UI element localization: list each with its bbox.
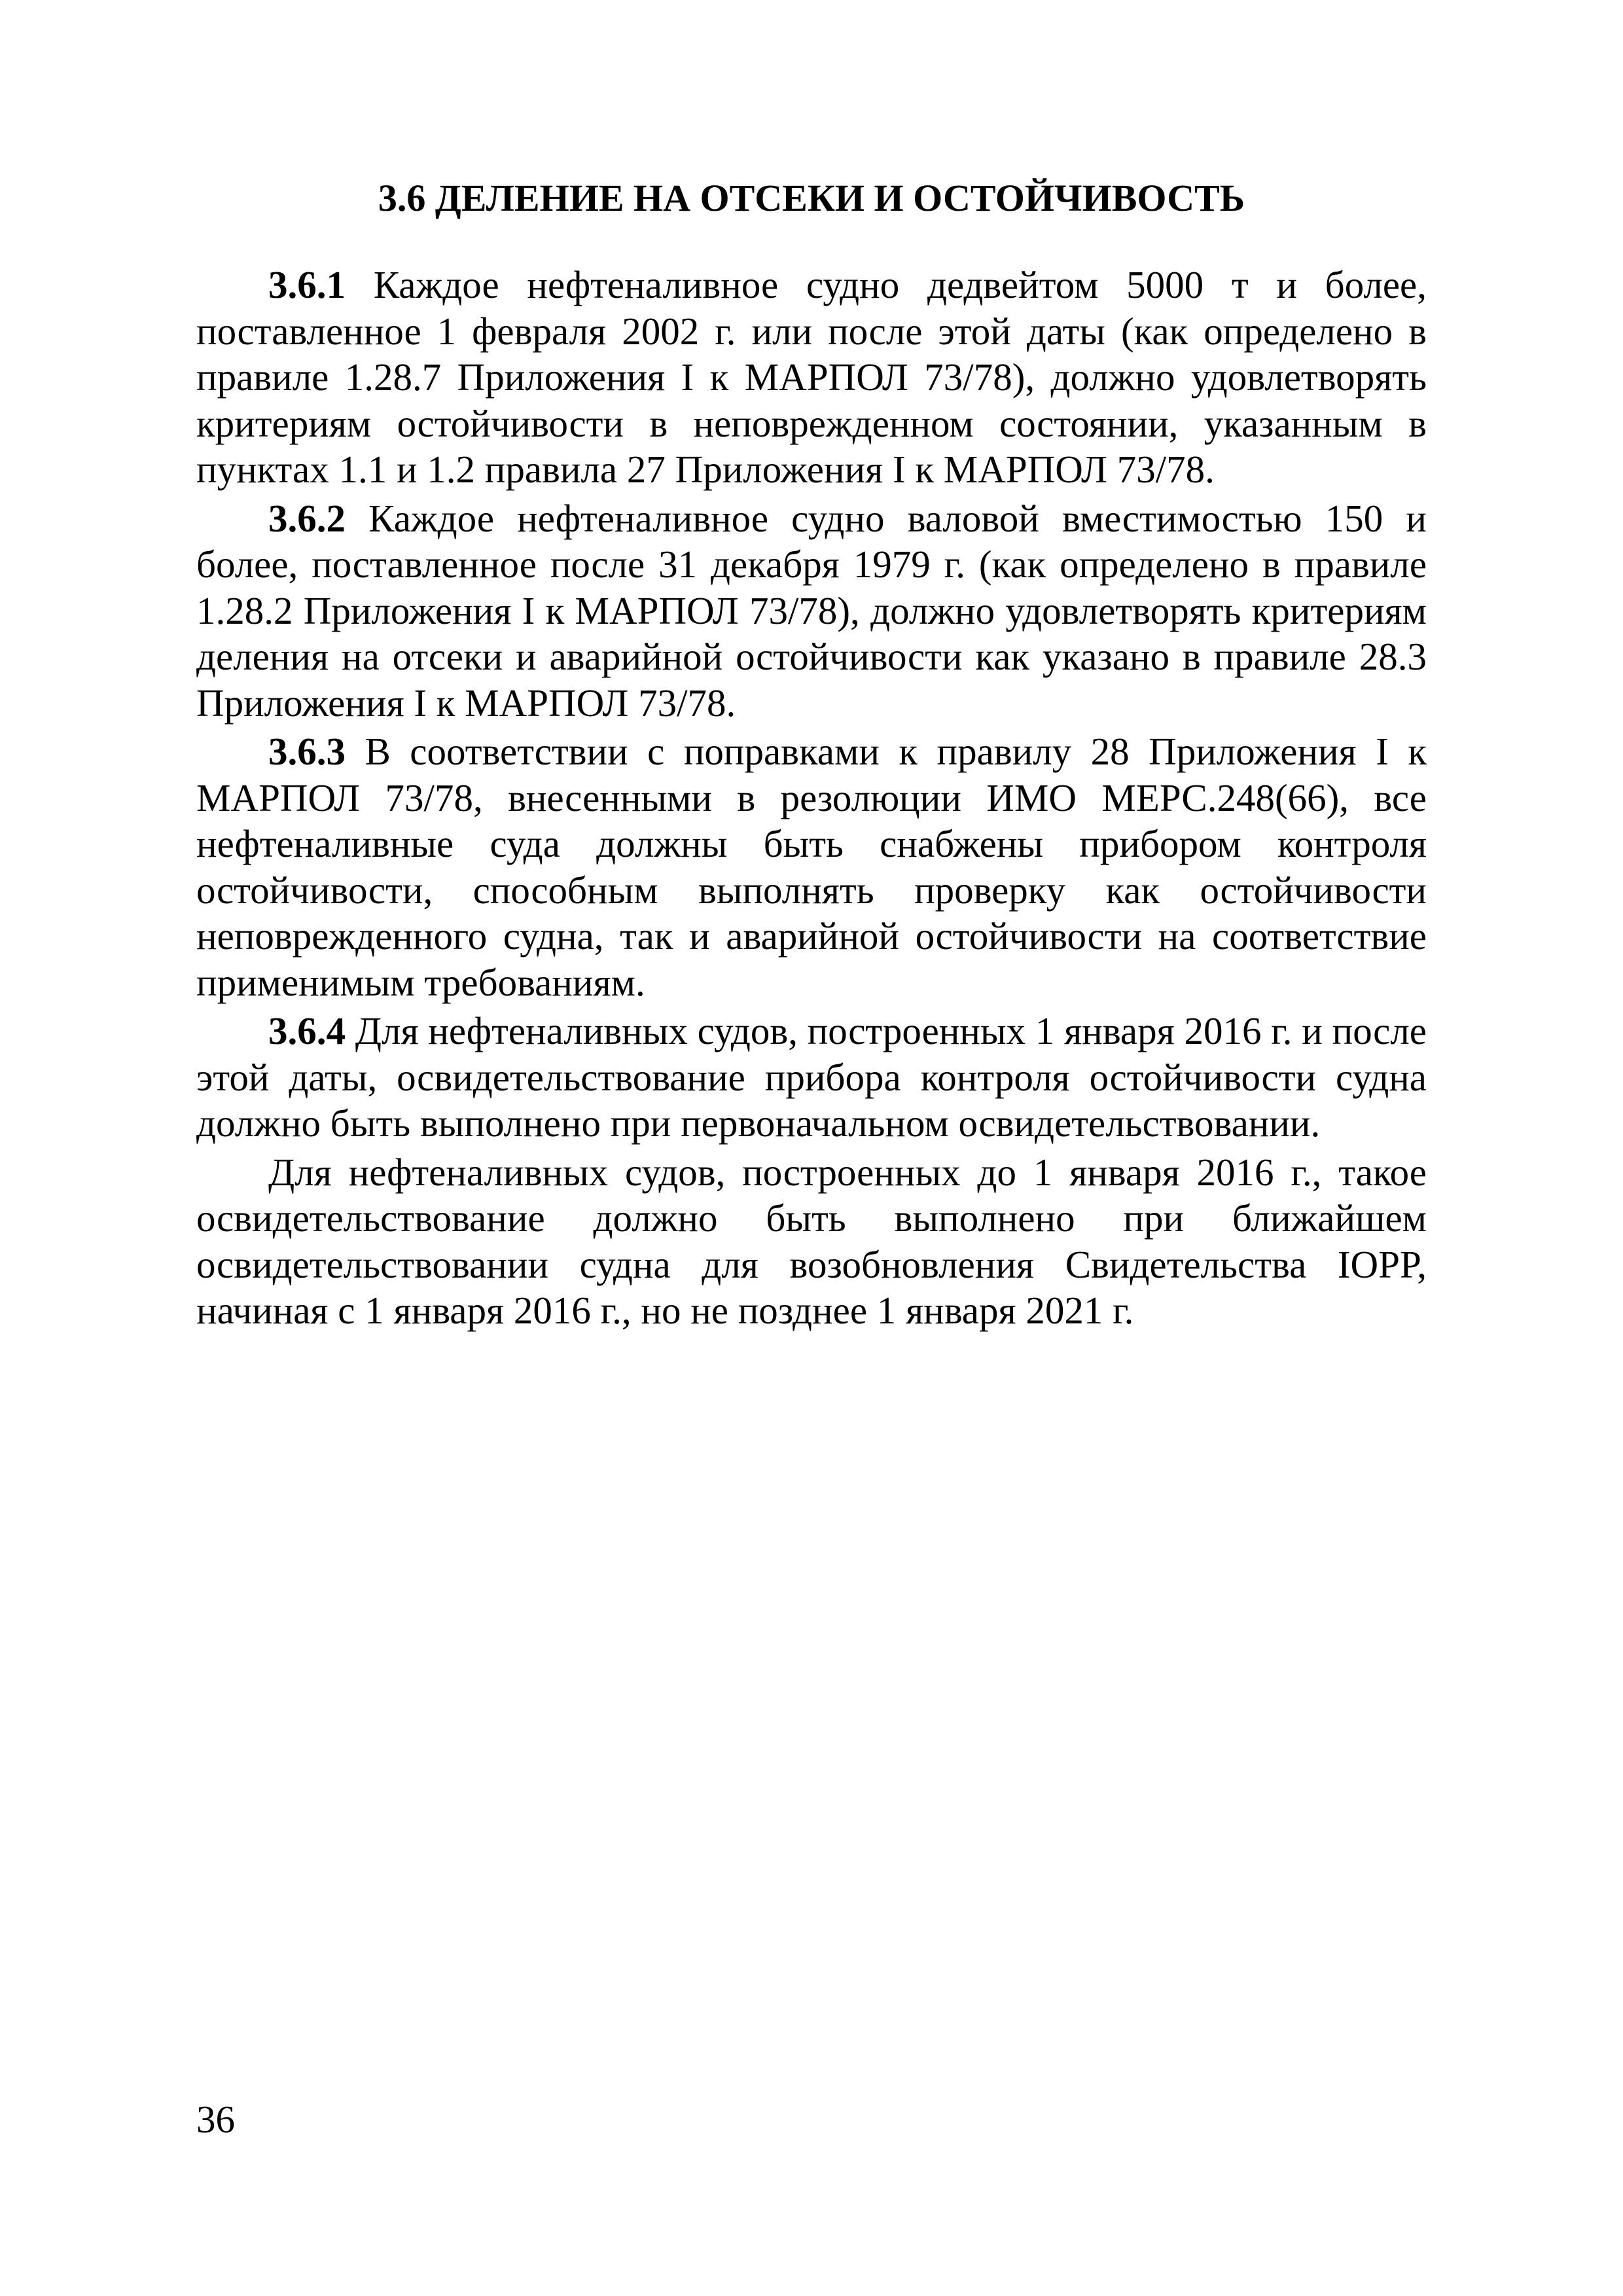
paragraph-3-6-1 — [196, 262, 1427, 493]
section-heading: 3.6 ДЕЛЕНИЕ НА ОТСЕКИ И ОСТОЙЧИВОСТЬ — [378, 177, 1245, 219]
clause-number: 3.6.4 — [268, 1009, 346, 1052]
paragraph-3-6-4 — [196, 1008, 1427, 1147]
clause-text: Для нефтеналивных судов, построенных до 1 января 2016 г., такое освидетельствование должно быть выполнено при ближайшем освидетельствовании судна для возобновления Свидетельства IOPP, начиная с 1 января 2016 г., но не позднее 1 января 2021 г. — [196, 1150, 1427, 1332]
clause-number: 3.6.1 — [268, 263, 346, 306]
section-body — [196, 262, 1427, 1334]
paragraph-3-6-2 — [196, 495, 1427, 726]
clause-text: Каждое нефтеналивное судно дедвейтом 5000 т и более, поставленное 1 февраля 2002 г. или после этой даты (как определено в правиле 1.28.7 Приложения I к МАРПОЛ 73/78), должно удовлетворять критериям остойчивости в неповрежденном состоянии, указанным в пунктах 1.1 и 1.2 правила 27 Приложения I к МАРПОЛ 73/78. — [196, 263, 1427, 491]
clause-text: Для нефтеналивных судов, построенных 1 января 2016 г. и после этой даты, освидетельствование прибора контроля остойчивости судна должно быть выполнено при первоначальном освидетельствовании. — [196, 1009, 1427, 1145]
clause-text: Каждое нефтеналивное судно валовой вместимостью 150 и более, поставленное после 31 декабря 1979 г. (как определено в правиле 1.28.2 Приложения I к МАРПОЛ 73/78), должно удовлетворять критериям деления на отсеки и аварийной остойчивости как указано в правиле 28.3 Приложения I к МАРПОЛ 73/78. — [196, 496, 1427, 725]
clause-text: В соответствии с поправками к правилу 28 Приложения I к МАРПОЛ 73/78, внесенными в резолюции ИМО МЕРС.248(66), все нефтеналивные суда должны быть снабжены прибором контроля остойчивости, способным выполнять проверку как остойчивости неповрежденного судна, так и аварийной остойчивости на соответствие применимым требованиям. — [196, 730, 1427, 1004]
paragraph-3-6-3 — [196, 728, 1427, 1005]
clause-number: 3.6.2 — [268, 496, 346, 540]
clause-number: 3.6.3 — [268, 730, 346, 773]
paragraph-3-6-4-continued — [196, 1149, 1427, 1334]
page-number: 36 — [196, 2098, 235, 2141]
